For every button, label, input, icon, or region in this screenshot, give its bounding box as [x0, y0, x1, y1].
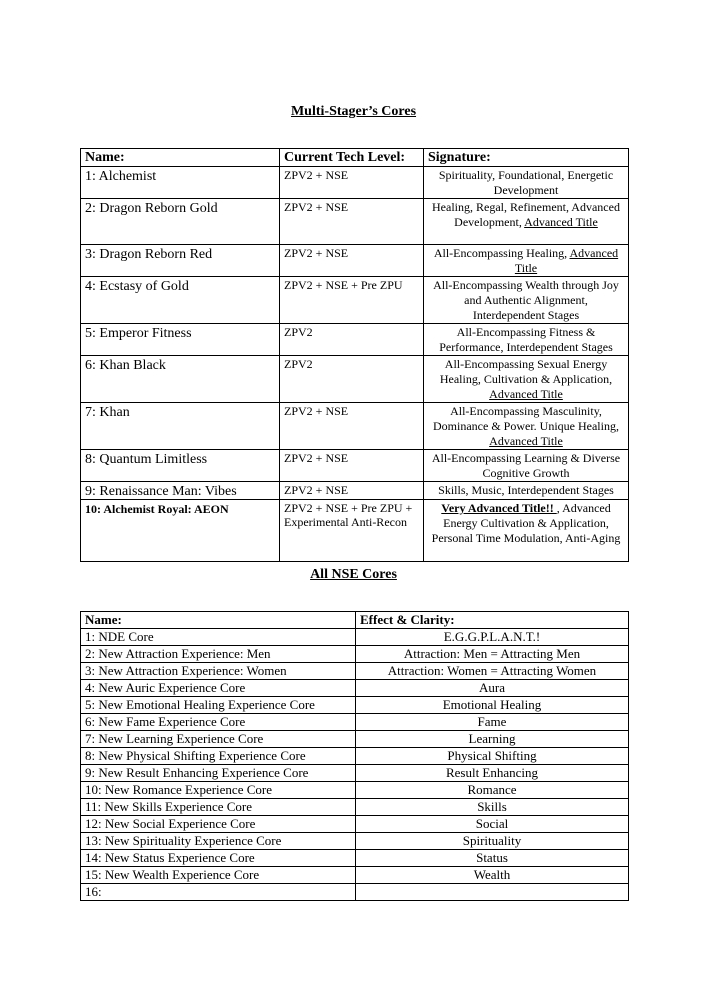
effect-clarity: Learning: [356, 731, 629, 748]
multi-stager-cores-title: Multi-Stager’s Cores: [290, 104, 417, 119]
signature-text: Healing, Regal, Refinement, Advanced Development,: [432, 200, 620, 229]
signature-cell: [424, 199, 629, 245]
effect-clarity: [356, 884, 629, 901]
signature-underlined: Advanced Title: [489, 387, 563, 401]
table-row: [81, 884, 629, 901]
core-name: 14: New Status Experience Core: [81, 850, 356, 867]
signature-text: All-Encompassing Masculinity, Dominance & Power. Unique Healing,: [433, 404, 619, 433]
signature-text: Skills, Music, Interdependent Stages: [438, 483, 614, 497]
table-row: [81, 450, 629, 482]
table-row: [81, 663, 629, 680]
tech-level: ZPV2 + NSE: [280, 167, 424, 199]
header-name: Name:: [81, 612, 356, 629]
tech-level: ZPV2 + NSE: [280, 245, 424, 277]
signature-cell: [424, 167, 629, 199]
effect-clarity: E.G.G.P.L.A.N.T.!: [356, 629, 629, 646]
table-row: [81, 324, 629, 356]
core-name: 6: New Fame Experience Core: [81, 714, 356, 731]
header-tech-level: Current Tech Level:: [280, 149, 424, 167]
core-name: 4: Ecstasy of Gold: [81, 277, 280, 324]
table-row: [81, 850, 629, 867]
table-row: [81, 403, 629, 450]
core-name: 3: New Attraction Experience: Women: [81, 663, 356, 680]
core-name: 10: New Romance Experience Core: [81, 782, 356, 799]
table-row: [81, 697, 629, 714]
signature-text: , Advanced Energy Cultivation & Application, Personal Time Modulation, Anti-Aging: [431, 501, 621, 545]
signature-text: All-Encompassing Fitness & Performance, Interdependent Stages: [439, 325, 613, 354]
table-row: [81, 680, 629, 697]
core-name: 12: New Social Experience Core: [81, 816, 356, 833]
signature-text: All-Encompassing Healing,: [433, 246, 570, 260]
core-name: 8: Quantum Limitless: [81, 450, 280, 482]
effect-clarity: Attraction: Men = Attracting Men: [356, 646, 629, 663]
nse-cores-title: All NSE Cores: [310, 567, 397, 582]
effect-clarity: Fame: [356, 714, 629, 731]
tech-level: ZPV2 + NSE: [280, 450, 424, 482]
signature-text: All-Encompassing Wealth through Joy and Authentic Alignment, Interdependent Stages: [433, 278, 619, 322]
tech-level: ZPV2 + NSE: [280, 199, 424, 245]
core-name: 5: New Emotional Healing Experience Core: [81, 697, 356, 714]
signature-cell: [424, 403, 629, 450]
effect-clarity: Skills: [356, 799, 629, 816]
table-row: [81, 799, 629, 816]
effect-clarity: Aura: [356, 680, 629, 697]
multi-stager-cores-table: [80, 148, 629, 562]
nse-cores-table: [80, 611, 629, 901]
table-row: [81, 482, 629, 500]
header-signature: Signature:: [424, 149, 629, 167]
core-name: 1: Alchemist: [81, 167, 280, 199]
table-row: [81, 782, 629, 799]
tech-level: ZPV2: [280, 356, 424, 403]
signature-cell: [424, 277, 629, 324]
core-name: 7: New Learning Experience Core: [81, 731, 356, 748]
core-name: 9: Renaissance Man: Vibes: [81, 482, 280, 500]
core-name: 11: New Skills Experience Core: [81, 799, 356, 816]
tech-level: ZPV2: [280, 324, 424, 356]
signature-cell: [424, 450, 629, 482]
core-name: 2: Dragon Reborn Gold: [81, 199, 280, 245]
table-row: [81, 765, 629, 782]
table-row: [81, 167, 629, 199]
tech-level: ZPV2 + NSE: [280, 482, 424, 500]
tech-level: ZPV2 + NSE + Pre ZPU: [280, 277, 424, 324]
table-row: [81, 500, 629, 562]
table-row: [81, 731, 629, 748]
signature-underlined: Advanced Title: [489, 434, 563, 448]
effect-clarity: Wealth: [356, 867, 629, 884]
table-header-row: [81, 149, 629, 167]
table-row: [81, 867, 629, 884]
tech-level: ZPV2 + NSE + Pre ZPU + Experimental Anti-Recon: [280, 500, 424, 562]
table-row: [81, 714, 629, 731]
signature-underlined: Advanced Title: [514, 246, 619, 275]
signature-text: All-Encompassing Sexual Energy Healing, Cultivation & Application,: [439, 357, 613, 386]
signature-cell: [424, 500, 629, 562]
effect-clarity: Emotional Healing: [356, 697, 629, 714]
core-name: 9: New Result Enhancing Experience Core: [81, 765, 356, 782]
core-name: 4: New Auric Experience Core: [81, 680, 356, 697]
core-name: 5: Emperor Fitness: [81, 324, 280, 356]
table-row: [81, 277, 629, 324]
core-name: 8: New Physical Shifting Experience Core: [81, 748, 356, 765]
header-effect-clarity: Effect & Clarity:: [356, 612, 629, 629]
signature-underlined: Advanced Title: [524, 215, 598, 229]
core-name: 3: Dragon Reborn Red: [81, 245, 280, 277]
effect-clarity: Romance: [356, 782, 629, 799]
core-name: 6: Khan Black: [81, 356, 280, 403]
table-row: [81, 748, 629, 765]
effect-clarity: Spirituality: [356, 833, 629, 850]
signature-cell: [424, 324, 629, 356]
core-name: 1: NDE Core: [81, 629, 356, 646]
table-row: [81, 356, 629, 403]
core-name: 7: Khan: [81, 403, 280, 450]
signature-cell: [424, 356, 629, 403]
signature-text: Spirituality, Foundational, Energetic Development: [438, 168, 614, 197]
table-row: [81, 646, 629, 663]
core-name: 2: New Attraction Experience: Men: [81, 646, 356, 663]
table-header-row: [81, 612, 629, 629]
table-row: [81, 629, 629, 646]
tech-level: ZPV2 + NSE: [280, 403, 424, 450]
table-row: [81, 245, 629, 277]
signature-bold-underlined: Very Advanced Title!!: [441, 501, 557, 515]
signature-cell: [424, 245, 629, 277]
effect-clarity: Social: [356, 816, 629, 833]
core-name: 15: New Wealth Experience Core: [81, 867, 356, 884]
table-row: [81, 816, 629, 833]
signature-text: All-Encompassing Learning & Diverse Cognitive Growth: [431, 451, 621, 480]
signature-cell: [424, 482, 629, 500]
table-row: [81, 833, 629, 850]
core-name: 10: Alchemist Royal: AEON: [81, 500, 280, 562]
table-row: [81, 199, 629, 245]
header-name: Name:: [81, 149, 280, 167]
effect-clarity: Status: [356, 850, 629, 867]
effect-clarity: Attraction: Women = Attracting Women: [356, 663, 629, 680]
core-name: 16:: [81, 884, 356, 901]
core-name: 13: New Spirituality Experience Core: [81, 833, 356, 850]
effect-clarity: Physical Shifting: [356, 748, 629, 765]
effect-clarity: Result Enhancing: [356, 765, 629, 782]
